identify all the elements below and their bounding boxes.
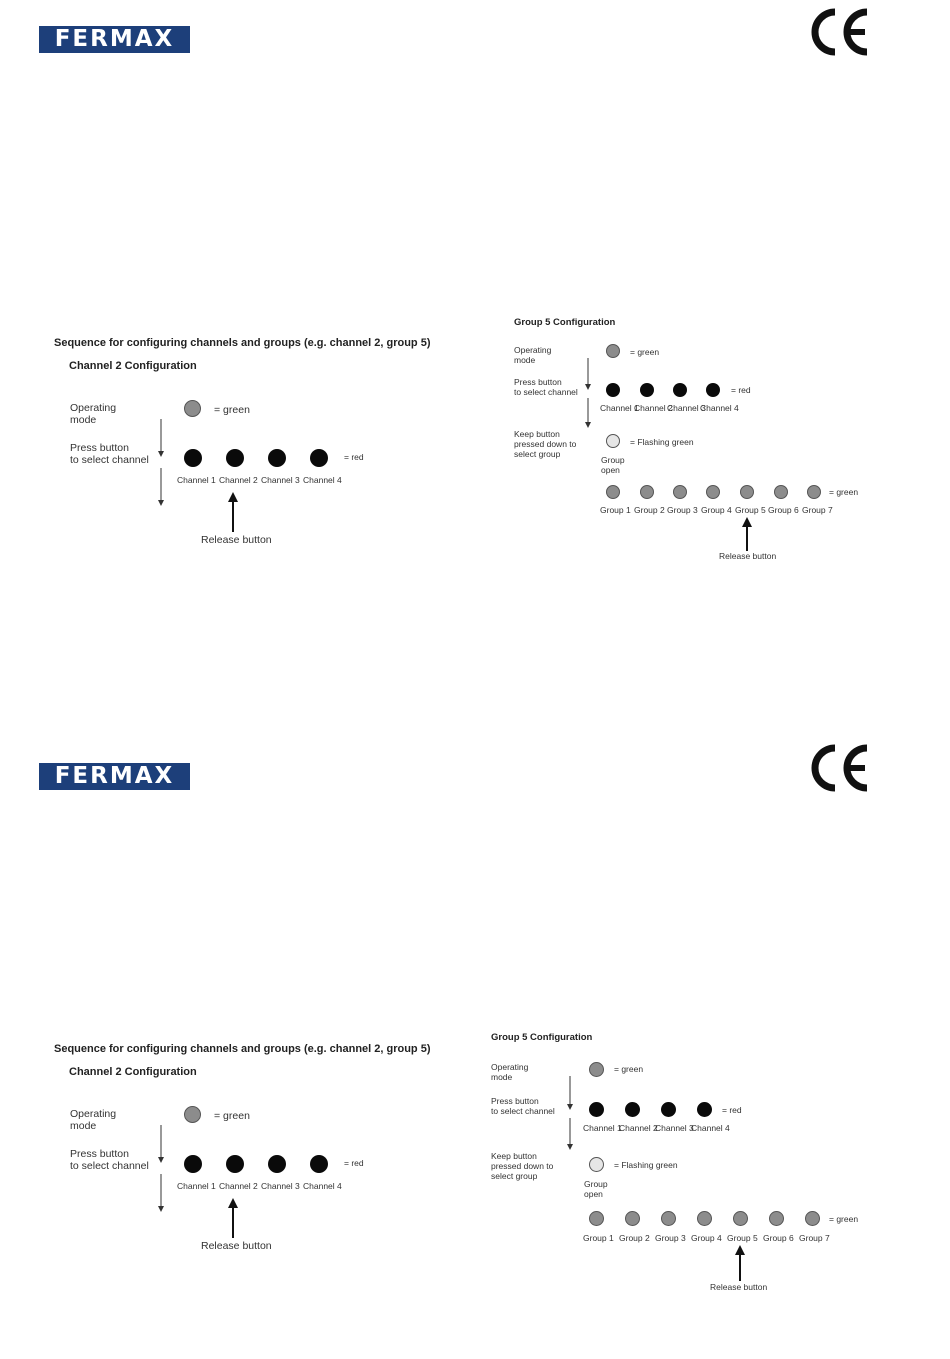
channel-label-3: Channel 3: [261, 475, 300, 485]
channel-label-3: Channel 3: [261, 1181, 300, 1191]
channel-label-4: Channel 4: [700, 403, 739, 413]
led-group-6: [774, 485, 788, 499]
group-config-title: Group 5 Configuration: [514, 317, 616, 328]
press-button-label: Press button to select channel: [491, 1096, 555, 1116]
led-group-5: [740, 485, 754, 499]
led-group-2: [625, 1211, 640, 1226]
channel-label-1: Channel 1: [177, 475, 216, 485]
group-label-4: Group 4: [701, 505, 732, 515]
led-group-7: [807, 485, 821, 499]
down-arrow-icon: [583, 358, 593, 392]
red-label: = red: [344, 452, 364, 462]
up-arrow-icon: [227, 492, 239, 532]
led-channel-3: [661, 1102, 676, 1117]
led-operating-green: [184, 1106, 201, 1123]
press-button-label: Press button to select channel: [70, 1148, 149, 1172]
led-group-4: [706, 485, 720, 499]
led-group-4: [697, 1211, 712, 1226]
group-label-6: Group 6: [768, 505, 799, 515]
down-arrow-icon: [156, 468, 166, 508]
led-channel-4: [310, 449, 328, 467]
sequence-title: Sequence for configuring channels and groups (e.g. channel 2, group 5): [54, 1043, 431, 1055]
channel-label-1: Channel 1: [600, 403, 639, 413]
red-label: = red: [731, 385, 751, 395]
channel-label-3: Channel 3: [655, 1123, 694, 1133]
group-label-5: Group 5: [727, 1233, 758, 1243]
channel-label-1: Channel 1: [583, 1123, 622, 1133]
operating-mode-label: Operating mode: [491, 1062, 529, 1082]
release-button-label: Release button: [201, 534, 272, 546]
up-arrow-icon: [741, 517, 753, 551]
operating-mode-label: Operating mode: [70, 1108, 117, 1132]
led-flashing-green: [589, 1157, 604, 1172]
up-arrow-icon: [734, 1245, 746, 1281]
operating-mode-label: Operating mode: [70, 402, 117, 426]
led-channel-2: [625, 1102, 640, 1117]
channel-label-3: Channel 3: [667, 403, 706, 413]
channel-config-title: Channel 2 Configuration: [69, 360, 197, 372]
led-channel-1: [606, 383, 620, 397]
channel-label-4: Channel 4: [303, 1181, 342, 1191]
group-label-4: Group 4: [691, 1233, 722, 1243]
channel-label-4: Channel 4: [691, 1123, 730, 1133]
flashing-label: = Flashing green: [614, 1160, 678, 1170]
group-label-1: Group 1: [583, 1233, 614, 1243]
led-group-1: [606, 485, 620, 499]
led-channel-1: [589, 1102, 604, 1117]
operating-mode-label: Operating mode: [514, 345, 552, 365]
led-operating-green: [589, 1062, 604, 1077]
group-label-1: Group 1: [600, 505, 631, 515]
release-button-label: Release button: [719, 551, 777, 561]
led-operating-green: [606, 344, 620, 358]
channel-label-2: Channel 2: [219, 1181, 258, 1191]
led-channel-2: [226, 1155, 244, 1173]
led-group-3: [673, 485, 687, 499]
group-config-title: Group 5 Configuration: [491, 1032, 593, 1043]
ce-mark-icon: [805, 8, 871, 56]
led-group-6: [769, 1211, 784, 1226]
green-label: = green: [614, 1064, 644, 1074]
led-channel-3: [673, 383, 687, 397]
group-label-3: Group 3: [667, 505, 698, 515]
led-group-3: [661, 1211, 676, 1226]
group-label-5: Group 5: [735, 505, 766, 515]
channel-label-2: Channel 2: [619, 1123, 658, 1133]
led-channel-4: [697, 1102, 712, 1117]
group-label-6: Group 6: [763, 1233, 794, 1243]
keep-button-label: Keep button pressed down to select group: [491, 1151, 554, 1181]
led-flashing-green: [606, 434, 620, 448]
down-arrow-icon: [156, 1174, 166, 1214]
down-arrow-icon: [583, 398, 593, 430]
led-channel-1: [184, 449, 202, 467]
groups-green-label: = green: [829, 487, 859, 497]
led-channel-2: [640, 383, 654, 397]
red-label: = red: [722, 1105, 742, 1115]
down-arrow-icon: [156, 1125, 166, 1165]
press-button-label: Press button to select channel: [70, 442, 149, 466]
green-label: = green: [214, 404, 250, 416]
keep-button-label: Keep button pressed down to select group: [514, 429, 577, 459]
group-label-2: Group 2: [634, 505, 665, 515]
group-label-7: Group 7: [802, 505, 833, 515]
release-button-label: Release button: [201, 1240, 272, 1252]
green-label: = green: [630, 347, 660, 357]
group-label-2: Group 2: [619, 1233, 650, 1243]
sequence-title: Sequence for configuring channels and groups (e.g. channel 2, group 5): [54, 337, 431, 349]
led-operating-green: [184, 400, 201, 417]
release-button-label: Release button: [710, 1282, 768, 1292]
groups-green-label: = green: [829, 1214, 859, 1224]
led-channel-3: [268, 1155, 286, 1173]
led-group-2: [640, 485, 654, 499]
channel-label-4: Channel 4: [303, 475, 342, 485]
led-channel-3: [268, 449, 286, 467]
up-arrow-icon: [227, 1198, 239, 1238]
fermax-logo: FERMAX: [39, 26, 190, 53]
green-label: = green: [214, 1110, 250, 1122]
press-button-label: Press button to select channel: [514, 377, 578, 397]
led-channel-4: [310, 1155, 328, 1173]
red-label: = red: [344, 1158, 364, 1168]
led-channel-4: [706, 383, 720, 397]
led-channel-2: [226, 449, 244, 467]
group-open-label: Group open: [584, 1179, 608, 1199]
channel-label-1: Channel 1: [177, 1181, 216, 1191]
group-label-3: Group 3: [655, 1233, 686, 1243]
down-arrow-icon: [565, 1118, 575, 1152]
fermax-logo: FERMAX: [39, 763, 190, 790]
led-group-1: [589, 1211, 604, 1226]
channel-label-2: Channel 2: [219, 475, 258, 485]
channel-label-2: Channel 2: [634, 403, 673, 413]
group-open-label: Group open: [601, 455, 625, 475]
flashing-label: = Flashing green: [630, 437, 694, 447]
led-group-5: [733, 1211, 748, 1226]
group-label-7: Group 7: [799, 1233, 830, 1243]
ce-mark-icon: [805, 744, 871, 792]
down-arrow-icon: [565, 1076, 575, 1112]
channel-config-title: Channel 2 Configuration: [69, 1066, 197, 1078]
led-group-7: [805, 1211, 820, 1226]
down-arrow-icon: [156, 419, 166, 459]
led-channel-1: [184, 1155, 202, 1173]
